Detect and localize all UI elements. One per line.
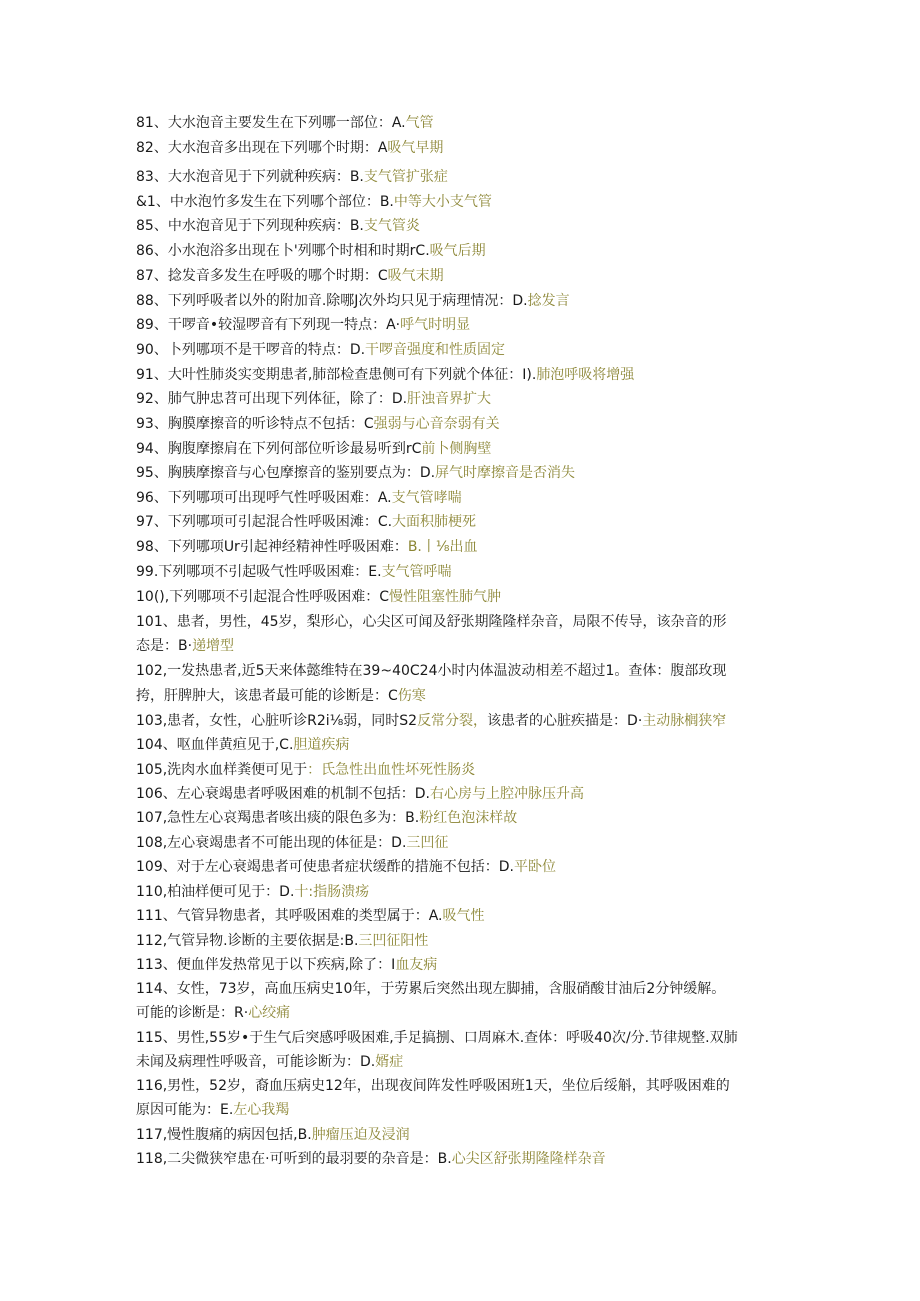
question-line — [136, 733, 796, 757]
question-text: 态是：B· — [136, 638, 193, 654]
question-line — [136, 953, 796, 977]
answer-text: 平卧位 — [513, 859, 556, 875]
question-text: 110,柏油样便可见于：D. — [136, 884, 295, 900]
question-text: 86、小水泡浴多出现在卜'列哪个时相和时期rC. — [136, 243, 430, 259]
question-text: 114、女性，73岁，高血压病史10年，于劳累后突然出现左脚捕，含服硝酸甘油后2分钟缓解。 — [136, 981, 726, 997]
answer-text: 肝浊音界扩大 — [407, 391, 492, 407]
question-text: 105,洗肉水血样粪便可见于 — [136, 762, 308, 778]
question-text: 该患者的心脏疾描是：D· — [487, 713, 643, 729]
question-text: 93、胸膜摩擦音的听诊特点不包括：C — [136, 416, 374, 432]
question-text: 96、下列哪项可出现呼气性呼吸困难：A. — [136, 490, 392, 506]
answer-text: 反常分裂， — [417, 713, 488, 729]
question-text: 82、大水泡音多出现在下列哪个时期：A — [136, 140, 388, 156]
answer-text: 左心我羯 — [233, 1102, 290, 1118]
answer-text: 心尖区舒张期隆隆样杂音 — [451, 1151, 606, 1167]
question-line — [136, 214, 796, 238]
question-text: 挎，肝脾肿大，该患者最可能的诊断是：C — [136, 688, 398, 704]
question-line — [136, 313, 796, 337]
answer-text: 屏气时摩擦音是否消失 — [435, 465, 576, 481]
question-line — [136, 136, 796, 160]
question-text: 未闻及病理性呼吸音，可能诊断为：D. — [136, 1054, 376, 1070]
question-line — [136, 412, 796, 436]
answer-text: 支气管哮喘 — [391, 490, 462, 506]
question-text: 118,二尖微狭窄患在·可听到的最羽要的杂音是：B. — [136, 1151, 452, 1167]
question-text: 104、呕血伴黄疸见于,C. — [136, 737, 294, 753]
answer-text: 伤寒 — [397, 688, 426, 704]
answer-text: 心绞痛 — [248, 1005, 291, 1021]
question-line — [136, 338, 796, 362]
question-line — [136, 610, 796, 634]
question-text: 107,急性左心哀羯患者咳出痰的限色多为：B. — [136, 810, 420, 826]
answer-text: 胆道疾病 — [293, 737, 350, 753]
question-text: 89、干啰音•较湿啰音有下列现一特点：A· — [136, 317, 401, 333]
answer-text: 支气管炎 — [363, 218, 420, 234]
question-line — [136, 758, 796, 782]
question-line — [136, 461, 796, 485]
question-text: 94、胸腹摩擦肩在下列何部位听诊最易听到rC — [136, 441, 422, 457]
question-text: 115、男性,55岁•于生气后突感呼吸困难,手足搞捌、口周麻木.查体：呼吸40次/分.节律规整.双肺 — [136, 1030, 738, 1046]
question-text: &1、中水泡竹多发生在下列哪个部位：B. — [136, 194, 394, 210]
question-line — [136, 437, 796, 461]
answer-text: 肿瘤压迫及浸润 — [311, 1127, 410, 1143]
answer-text: 前卜侧胸壁 — [421, 441, 492, 457]
question-text: 101、患者，男性，45岁，梨形心，心尖区可闻及舒张期隆隆样杂音，局限不传导，该杂音的形 — [136, 614, 727, 630]
question-line — [136, 1098, 796, 1122]
question-line — [136, 535, 796, 559]
question-text: 106、左心衰竭患者呼吸困难的机制不包括：D. — [136, 786, 430, 802]
question-text: 原因可能为：E. — [136, 1102, 234, 1118]
question-text: 108,左心衰竭患者不可能出现的体征是：D. — [136, 835, 407, 851]
question-text: 90、卜列哪项不是干啰音的特点：D. — [136, 342, 366, 358]
question-text: 92、肺气肿忠苕可出现下列体征，除了：D. — [136, 391, 408, 407]
answer-text: 支气管呼喘 — [381, 564, 452, 580]
question-line — [136, 190, 796, 214]
question-text: 87、捻发音多发生在呼吸的哪个时期：C — [136, 268, 388, 284]
answer-text: 呼气时明显 — [400, 317, 471, 333]
question-line — [136, 585, 796, 609]
question-line — [136, 1147, 796, 1171]
answer-text: 强弱与心音奈弱有关 — [373, 416, 500, 432]
question-text: 109、对于左心衰竭患者可使患者症状缓酢的措施不包括：D. — [136, 859, 514, 875]
question-line — [136, 363, 796, 387]
question-line — [136, 806, 796, 830]
answer-text: 三凹征阳性 — [358, 933, 429, 949]
answer-text: 肺泡呼吸将增强 — [536, 367, 635, 383]
question-line — [136, 659, 796, 683]
question-text: 95、胸胰摩擦音与心包摩擦音的鉴别要点为：D. — [136, 465, 436, 481]
question-line — [136, 855, 796, 879]
answer-text: 中等大小支气管 — [393, 194, 492, 210]
question-text: 91、大叶性肺炎实变期患者,肺部检查患侧可有下列就个体征：I). — [136, 367, 537, 383]
answer-text: 捻发言 — [527, 293, 570, 309]
question-line — [136, 560, 796, 584]
question-line — [136, 709, 796, 733]
answer-text: 血友病 — [395, 957, 438, 973]
answer-text: 支气管扩张症 — [363, 169, 448, 185]
question-text: 88、下列呼吸者以外的附加音.除哪J次外均只见于病理情况：D. — [136, 293, 528, 309]
question-line — [136, 904, 796, 928]
answer-text: 十:指肠溃疡 — [294, 884, 370, 900]
question-line — [136, 165, 796, 189]
question-text: 可能的诊断是：R· — [136, 1005, 249, 1021]
answer-text: 右心房与上腔冲脉压升高 — [429, 786, 584, 802]
question-line — [136, 880, 796, 904]
answer-text: 递增型 — [192, 638, 235, 654]
answer-text: 吸气早期 — [387, 140, 444, 156]
question-line — [136, 831, 796, 855]
answer-text: 粉红色泡沫样故 — [419, 810, 518, 826]
question-line — [136, 1123, 796, 1147]
question-text: 102,一发热患者,近5天来体懿维特在39~40C24小时内体温波动相差不超过1。查体：腹部玫现 — [136, 663, 727, 679]
question-line — [136, 1074, 796, 1098]
question-text: 103,患者，女性，心脏听诊R2i⅛弱，同时S2 — [136, 713, 418, 729]
question-line — [136, 684, 796, 708]
question-line — [136, 111, 796, 135]
question-text: 112,气管异物.诊断的主要依据是:B. — [136, 933, 359, 949]
question-line — [136, 634, 796, 658]
question-line — [136, 264, 796, 288]
question-text: 83、大水泡音见于下列就种疾病：B. — [136, 169, 364, 185]
question-text: 97、下列哪项可引起混合性呼吸困滩：C. — [136, 514, 393, 530]
question-text: 111、气管异物患者，其呼吸困难的类型属于：A. — [136, 908, 443, 924]
question-line — [136, 239, 796, 263]
answer-text: 干啰音强度和性质固定 — [365, 342, 506, 358]
answer-text: 大面积肺梗死 — [392, 514, 477, 530]
question-text: 81、大水泡音主要发生在下列哪一部位：A. — [136, 115, 406, 131]
question-line — [136, 387, 796, 411]
question-line — [136, 486, 796, 510]
question-text: 10(),下列哪项不引起混合性呼吸困难：C — [136, 589, 389, 605]
answer-text: 慢性阻塞性肺气肿 — [388, 589, 501, 605]
question-text: 99.下列哪项不引起吸气性呼吸困难：E. — [136, 564, 382, 580]
question-line — [136, 289, 796, 313]
answer-text: 三凹征 — [406, 835, 449, 851]
question-line — [136, 782, 796, 806]
answer-text: 吸气性 — [442, 908, 485, 924]
answer-text: 气管 — [405, 115, 434, 131]
question-line — [136, 977, 796, 1001]
answer-text: B.丨⅛出血 — [407, 539, 478, 555]
question-text: 116,男性，52岁，裔血压病史12年，出现夜间阵发性呼吸困班1天，坐位后绥斛，其呼吸困难的 — [136, 1078, 730, 1094]
question-line — [136, 1050, 796, 1074]
question-line — [136, 1026, 796, 1050]
question-text: 98、下列哪项Ur引起神经精神性呼吸困难： — [136, 539, 408, 555]
question-text: 113、便血伴发热常见于以下疾病,除了：I — [136, 957, 396, 973]
question-line — [136, 1001, 796, 1025]
question-line — [136, 929, 796, 953]
answer-text: 主动脉榈狭窄 — [642, 713, 727, 729]
question-text: 85、中水泡音见于下列现种疾病：B. — [136, 218, 364, 234]
answer-text: 婿症 — [375, 1054, 404, 1070]
question-text: 117,慢性腹痛的病因包括,B. — [136, 1127, 312, 1143]
answer-text: ：氏急性出血性坏死性肠炎 — [307, 762, 476, 778]
question-line — [136, 510, 796, 534]
answer-text: 吸气后期 — [429, 243, 486, 259]
answer-text: 吸气末期 — [387, 268, 444, 284]
